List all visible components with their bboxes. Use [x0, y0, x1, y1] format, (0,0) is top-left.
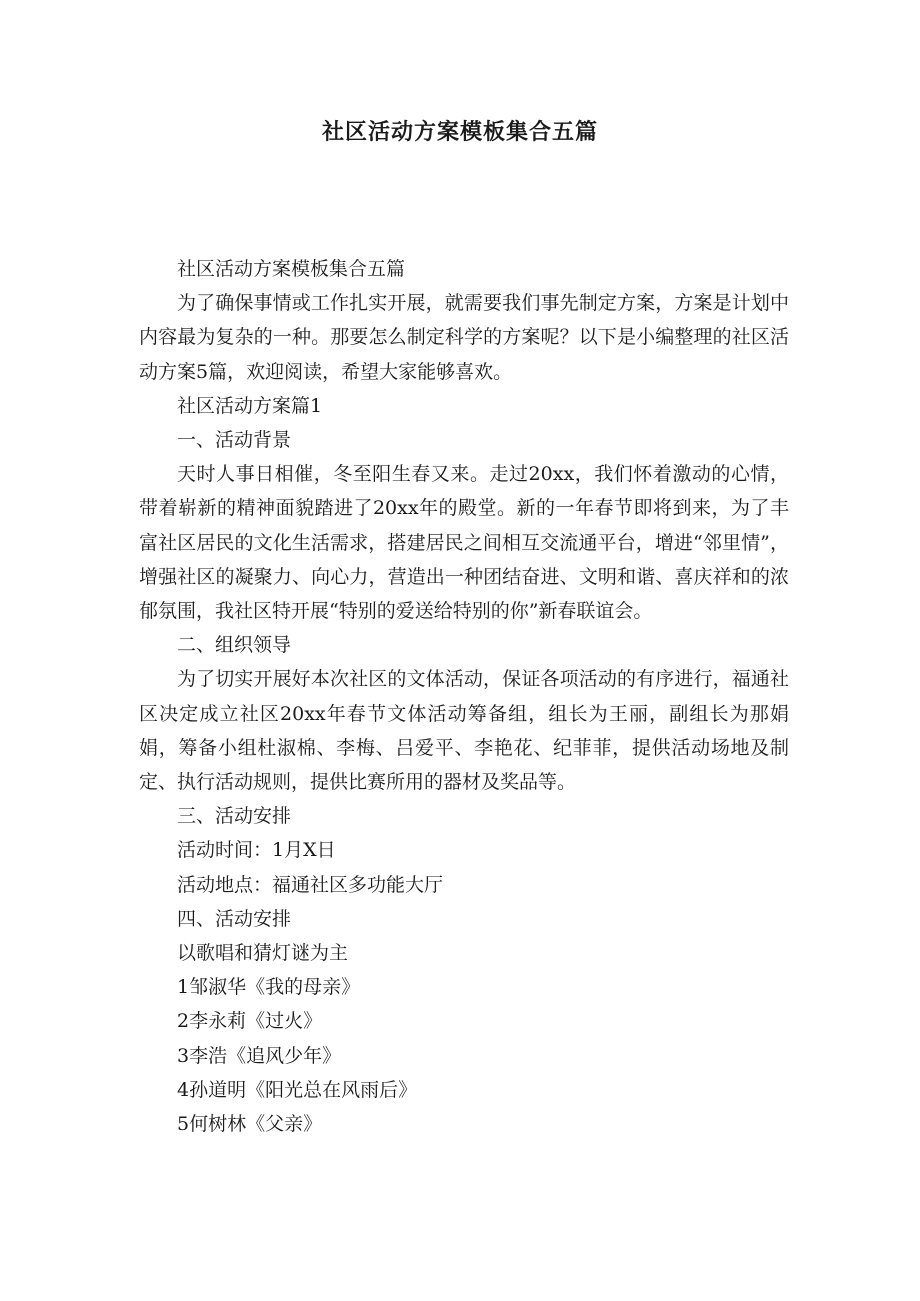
subtitle-paragraph: 社区活动方案模板集合五篇	[177, 258, 406, 280]
activity-time: 活动时间：1月X日	[177, 839, 336, 862]
program-item: 3李浩《追风少年》	[177, 1044, 342, 1067]
section-heading-background: 一、活动背景	[177, 429, 292, 452]
section-heading-arrangement-2: 四、活动安排	[177, 907, 292, 930]
document-title: 社区活动方案模板集合五篇	[321, 120, 598, 145]
activity-location: 活动地点：福通社区多功能大厅	[177, 873, 444, 896]
program-item: 4孙道明《阳光总在风雨后》	[177, 1078, 418, 1101]
program-intro: 以歌唱和猜灯谜为主	[177, 942, 349, 965]
document-body	[139, 252, 789, 1141]
organization-paragraph: 为了切实开展好本次社区的文体活动，保证各项活动的有序进行，福通社区决定成立社区20xx年春节文体活动筹备组，组长为王丽，副组长为那娟娟，筹备小组杜淑棉、李梅、吕爱平、李艳花、纪菲菲，提供活动场地及制定、执行活动规则，提供比赛所用的器材及奖品等。	[139, 668, 789, 794]
section-heading-organization: 二、组织领导	[177, 634, 292, 657]
section-heading-plan-1: 社区活动方案篇1	[177, 394, 323, 417]
program-item: 5何树林《父亲》	[177, 1113, 323, 1136]
program-item: 2李永莉《过火》	[177, 1010, 323, 1033]
section-heading-arrangement: 三、活动安排	[177, 805, 292, 828]
intro-paragraph: 为了确保事情或工作扎实开展，就需要我们事先制定方案，方案是计划中内容最为复杂的一种。那要怎么制定科学的方案呢？以下是小编整理的社区活动方案5篇，欢迎阅读，希望大家能够喜欢。	[139, 292, 789, 383]
program-item: 1邹淑华《我的母亲》	[177, 976, 361, 999]
background-paragraph: 天时人事日相催，冬至阳生春又来。走过20xx，我们怀着激动的心情，带着崭新的精神面貌踏进了20xx年的殿堂。新的一年春节即将到来，为了丰富社区居民的文化生活需求，搭建居民之间相互交流通平台，增进“邻里情”，增强社区的凝聚力、向心力，营造出一种团结奋进、文明和谐、喜庆祥和的浓郁氛围，我社区特开展“特别的爱送给特别的你”新春联谊会。	[139, 463, 789, 623]
